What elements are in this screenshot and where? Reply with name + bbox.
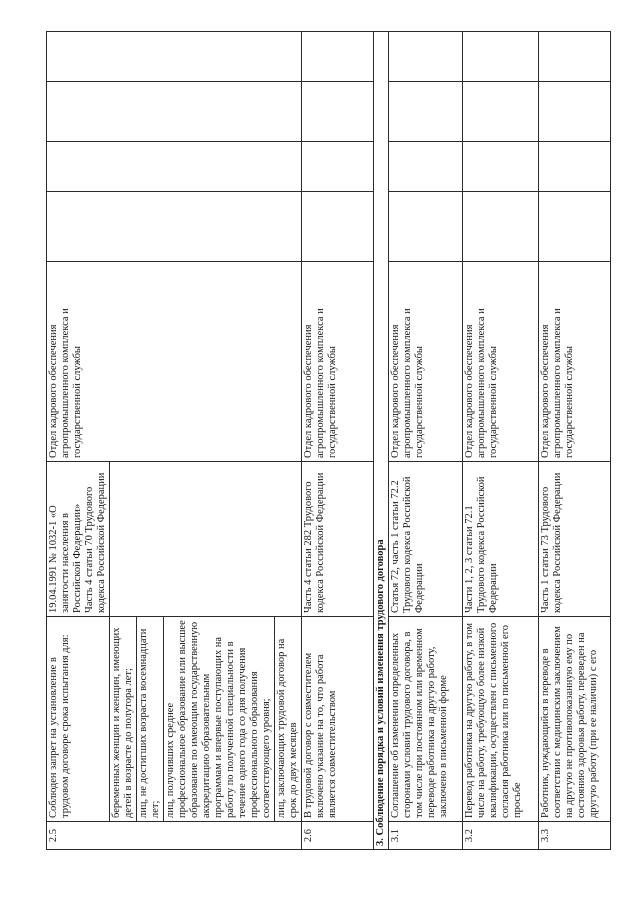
table-row [374,32,389,850]
empty-cell [463,82,539,142]
empty-cell [389,82,463,142]
table-row [463,32,539,850]
sub-item: лиц, заключающих трудовой договор на срок до двух месяцев [275,617,302,822]
row-number: 3.2 [463,822,539,850]
empty-cell [539,192,611,262]
sub-item: беременных женщин и женщин, имеющих детей в возрасте до полутора лет; [110,617,137,822]
legal-basis: Часть 4 статьи 282 Трудового кодекса Российской Федерации [302,462,374,617]
legal-basis-current: Часть 4 статьи 70 Трудового кодекса Российской Федерации [84,472,107,613]
requirement-text: Соглашение об изменении определенных сторонами условий трудового договора, в том числе при постоянном или временном переводе работника на другую работу, заключено в письменной форме [389,617,463,822]
requirement-text: Работник, нуждающийся в переводе в соответствии с медицинским заключением на другую не противопоказанную ему по состоянию здоровья работу, переведен на другую работу (при ее наличии) с его [539,617,611,822]
empty-cell [47,142,302,192]
row-number: 2.5 [47,822,302,850]
empty-cell [463,32,539,82]
empty-cell [47,32,302,82]
empty-cell [389,142,463,192]
empty-cell [47,82,302,142]
section-heading: 3. Соблюдение порядка и условий изменения трудового договора [374,32,389,850]
empty-cell [389,32,463,82]
row-number: 3.3 [539,822,611,850]
table-row [389,32,463,850]
legal-basis: Часть 1 статьи 73 Трудового кодекса Российской Федерации [539,462,611,617]
responsible-dept: Отдел кадрового обеспечения агропромышленного комплекса и государственной службы [539,262,611,462]
empty-cell [463,192,539,262]
empty-cell [302,192,374,262]
empty-cell [47,192,302,262]
empty-cell [110,462,302,617]
table-row [47,32,110,850]
table-row [539,32,611,850]
legal-basis-prev: 19.04.1991 № 1032-1 «О занятости населения в Российской Федерации» [48,503,83,613]
empty-cell [463,142,539,192]
empty-cell [302,32,374,82]
row-number: 3.1 [389,822,463,850]
sub-item: лиц, получивших среднее профессиональное образование или высшее образование по имеющим государственную аккредитацию образовательным программам и впервые поступающих на работу по полученной специальности в течение одного года со дня получения профессионального образования соответствующего уровня; [164,617,275,822]
responsible-dept: Отдел кадрового обеспечения агропромышленного комплекса и государственной службы [47,262,302,462]
empty-cell [302,82,374,142]
requirement-text: Соблюден запрет на установление в трудовом договоре срока испытания для: [47,617,110,822]
responsible-dept: Отдел кадрового обеспечения агропромышленного комплекса и государственной службы [302,262,374,462]
legal-basis [47,462,110,617]
empty-cell [539,82,611,142]
responsible-dept: Отдел кадрового обеспечения агропромышленного комплекса и государственной службы [463,262,539,462]
empty-cell [302,142,374,192]
requirement-text: В трудовой договор с совместителем включено указание на то, что работа является совместительством [302,617,374,822]
legal-basis: Статья 72, часть 1 статьи 72.2 Трудового кодекса Российской Федерации [389,462,463,617]
legal-basis: Части 1, 2, 3 статьи 72.1 Трудового кодекса Российской Федерации [463,462,539,617]
checklist-table [46,31,611,850]
responsible-dept: Отдел кадрового обеспечения агропромышленного комплекса и государственной службы [389,262,463,462]
empty-cell [539,32,611,82]
table-row [302,32,374,850]
row-number: 2.6 [302,822,374,850]
empty-cell [539,142,611,192]
empty-cell [389,192,463,262]
sub-item: лиц, не достигших возраста восемнадцати лет; [137,617,164,822]
requirement-text: Перевод работника на другую работу, в том числе на работу, требующую более низкой квалификации, осуществлен с письменного согласия работника или по письменной его просьбе [463,617,539,822]
